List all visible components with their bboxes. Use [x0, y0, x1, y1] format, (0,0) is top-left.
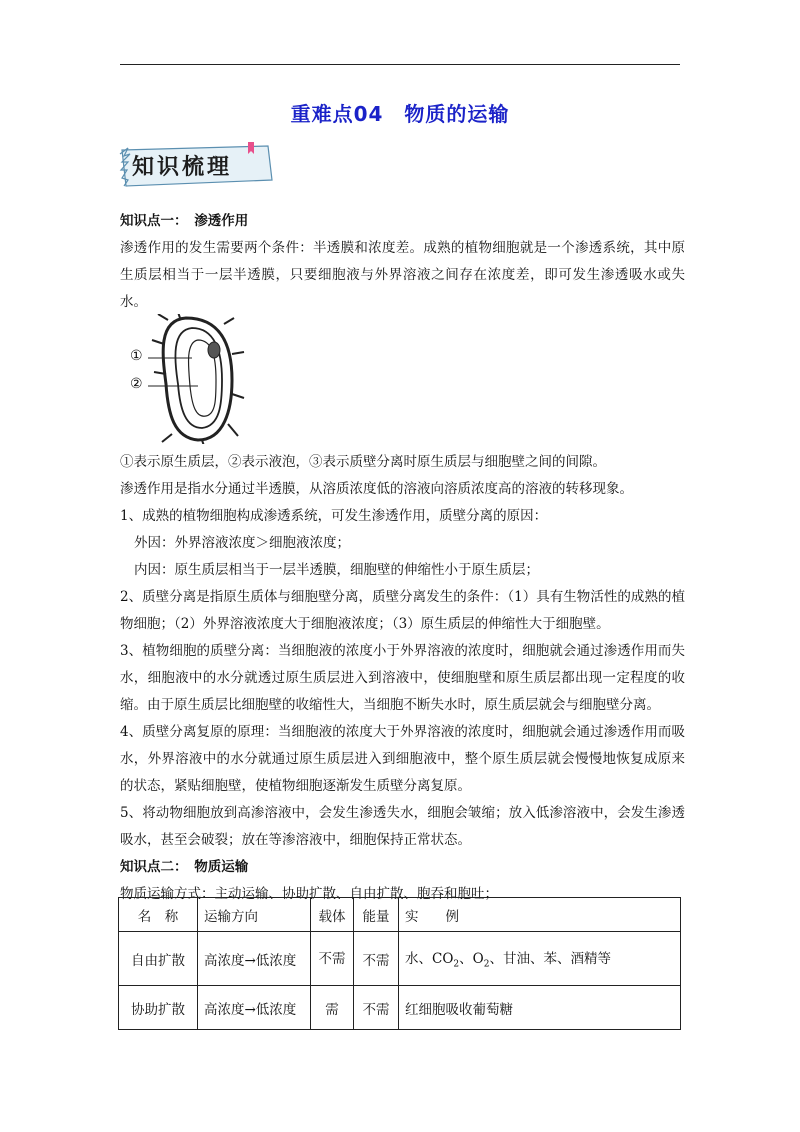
section1-intro: 渗透作用的发生需要两个条件：半透膜和浓度差。成熟的植物细胞就是一个渗透系统，其中原生质层相当于一层半透膜，只要细胞液与外界溶液之间存在浓度差，即可发生渗透吸水或失水。 — [120, 240, 685, 310]
row1-example-a: 水、CO — [405, 951, 454, 968]
plant-cell-diagram — [128, 314, 248, 444]
point-2: 2、质壁分离是指原生质体与细胞壁分离，质壁分离发生的条件：（1）具有生物活性的成熟的植物细胞；（2）外界溶液浓度大于细胞液浓度；（3）原生质层的伸缩性大于细胞壁。 — [120, 589, 685, 632]
transport-table — [118, 897, 681, 1030]
row1-example-c: 、甘油、苯、酒精等 — [489, 951, 611, 968]
section1-heading: 知识点一： 渗透作用 — [120, 213, 249, 229]
row1-example-sub1: 2 — [453, 959, 460, 970]
diagram-caption: ①表示原生质层，②表示液泡，③表示质壁分离时原生质层与细胞壁之间的间隙。 — [120, 454, 606, 470]
row1-direction: 高浓度→低浓度 — [198, 932, 311, 986]
diagram-label-2: ② — [130, 376, 143, 392]
header-direction: 运输方向 — [198, 898, 311, 932]
header-rule — [120, 64, 680, 65]
plant-cell-icon — [128, 314, 248, 444]
table-row — [119, 986, 681, 1030]
banner-label: 知识梳理 — [132, 155, 233, 180]
row1-example-sub2: 2 — [483, 959, 490, 970]
row1-name: 自由扩散 — [119, 932, 198, 986]
row1-carrier: 不需 — [311, 932, 354, 986]
table-row — [119, 932, 681, 986]
row2-direction: 高浓度→低浓度 — [198, 986, 311, 1030]
header-name: 名 称 — [119, 898, 198, 932]
page-title: 重难点04 物质的运输 — [290, 102, 510, 126]
row2-example: 红细胞吸收葡萄糖 — [399, 986, 681, 1030]
point-5: 5、将动物细胞放到高渗溶液中，会发生渗透失水，细胞会皱缩；放入低渗溶液中，会发生渗透吸水，甚至会破裂；放在等渗溶液中，细胞保持正常状态。 — [120, 805, 685, 848]
section2-heading: 知识点二： 物质运输 — [120, 859, 249, 875]
external-cause: 外因：外界溶液浓度＞细胞液浓度； — [134, 535, 350, 551]
knowledge-banner — [118, 140, 278, 190]
row2-carrier: 需 — [311, 986, 354, 1030]
section2-intro: 物质运输方式：主动运输、协助扩散、自由扩散、胞吞和胞吐； — [120, 886, 498, 902]
header-carrier: 载体 — [311, 898, 354, 932]
point-3: 3、植物细胞的质壁分离：当细胞液的浓度小于外界溶液的浓度时，细胞就会通过渗透作用而失水，细胞液中的水分就透过原生质层进入到溶液中，使细胞壁和原生质层都出现一定程度的收缩。由于原生质层比细胞壁的收缩性大，当细胞不断失水时，原生质层就会与细胞壁分离。 — [120, 643, 685, 713]
header-energy: 能量 — [354, 898, 399, 932]
internal-cause: 内因：原生质层相当于一层半透膜，细胞壁的伸缩性小于原生质层； — [134, 562, 539, 578]
section1-body — [120, 449, 685, 908]
diagram-label-1: ① — [130, 348, 143, 364]
row2-energy: 不需 — [354, 986, 399, 1030]
table-header-row — [119, 898, 681, 932]
row1-energy: 不需 — [354, 932, 399, 986]
row1-example-b: 、O — [459, 951, 484, 968]
point-4: 4、质壁分离复原的原理：当细胞液的浓度大于外界溶液的浓度时，细胞就会通过渗透作用而吸水，外界溶液中的水分就通过原生质层进入到细胞液中，整个原生质层就会慢慢地恢复成原来的状态，紧贴细胞壁，使植物细胞逐渐发生质壁分离复原。 — [120, 724, 685, 794]
row2-name: 协助扩散 — [119, 986, 198, 1030]
point-1: 1、成熟的植物细胞构成渗透系统，可发生渗透作用，质壁分离的原因： — [120, 508, 548, 524]
row1-example — [399, 932, 681, 986]
header-example: 实 例 — [399, 898, 681, 932]
section1-intro-block — [120, 208, 685, 316]
osmosis-definition: 渗透作用是指水分通过半透膜，从溶质浓度低的溶液向溶质浓度高的溶液的转移现象。 — [120, 481, 633, 497]
